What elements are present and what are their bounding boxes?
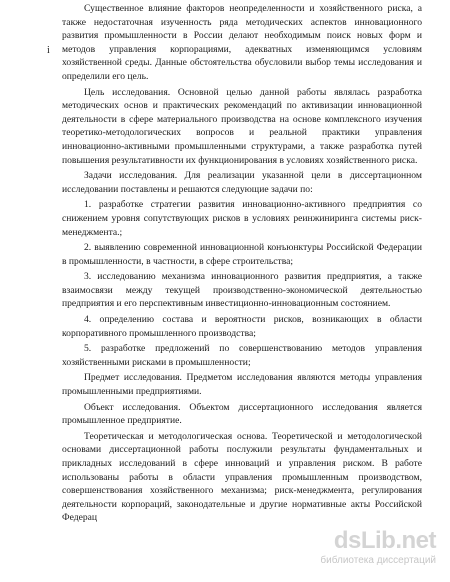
- task-item-1: 1. разработке стратегии развития инновационно-активного предприятия со снижением уровня сопутствующих рисков в условиях реинжиниринга системы риск-менеджмента.;: [62, 199, 422, 238]
- margin-mark: i: [47, 45, 50, 56]
- paragraph-relevance: Существенное влияние факторов неопределенности и хозяйственного риска, а также недостаточная изученность ряда методических аспектов инновационного развития промышленности в России делают необходимым поиск новых форм и методов управления корпорациями, адекватных изменяющимся условиям хозяйственной среды. Данные обстоятельства обусловили выбор темы исследования и определили его цель.: [62, 3, 422, 82]
- paragraph-subject: Предмет исследования. Предметом исследования являются методы управления промышленными предприятиями.: [62, 372, 422, 398]
- watermark-subtitle: библиотека диссертаций: [320, 555, 436, 566]
- paragraph-tasks-intro: Задачи исследования. Для реализации указанной цели в диссертационном исследовании поставлены и решаются следующие задачи по:: [62, 170, 422, 195]
- paragraph-goal: Цель исследования. Основной целью данной работы являлась разработка методических основ и практических рекомендаций по активизации инновационной деятельности в сфере материального производства на основе комплексного изучения теоретико-методологических вопросов и реальной практики управления инновационно-активными промышленными структурами, а также разработка путей повышения результативности их функционирования в условиях хозяйственного риска.: [62, 86, 422, 166]
- task-item-5: 5. разработке предложений по совершенствованию методов управления хозяйственными рисками в промышленности;: [62, 343, 422, 368]
- task-item-3: 3. исследованию механизма инновационного развития предприятия, а также взаимосвязи между текущей производственно-экономической деятельностью предприятия и его перспективным инвестиционно-инновационным состоянием.: [62, 271, 422, 310]
- document-body: [62, 2, 422, 525]
- paragraph-object: Объект исследования. Объектом диссертационного исследования является промышленное предприятие.: [62, 401, 422, 427]
- watermark-logo: dsLib.net: [333, 527, 436, 554]
- task-item-2: 2. выявлению современной инновационной конъюнктуры Российской Федерации в промышленности, в частности, в сфере строительства;: [62, 242, 422, 267]
- paragraph-methodology: Теоретическая и методологическая основа. Теоретической и методологической основами диссертационной работы послужили результаты фундаментальных и прикладных исследований в сфере инноваций и управления риском. В работе использованы работы в области управления промышленным производством, совершенствования хозяйственного механизма; риск-менеджмента, регулирования деятельности корпораций, законодательные и другие нормативные акты Российской Федерац: [62, 430, 422, 524]
- dslib-watermark: [318, 528, 436, 572]
- task-item-4: 4. определению состава и вероятности рисков, возникающих в области корпоративного промышленного производства;: [62, 314, 422, 339]
